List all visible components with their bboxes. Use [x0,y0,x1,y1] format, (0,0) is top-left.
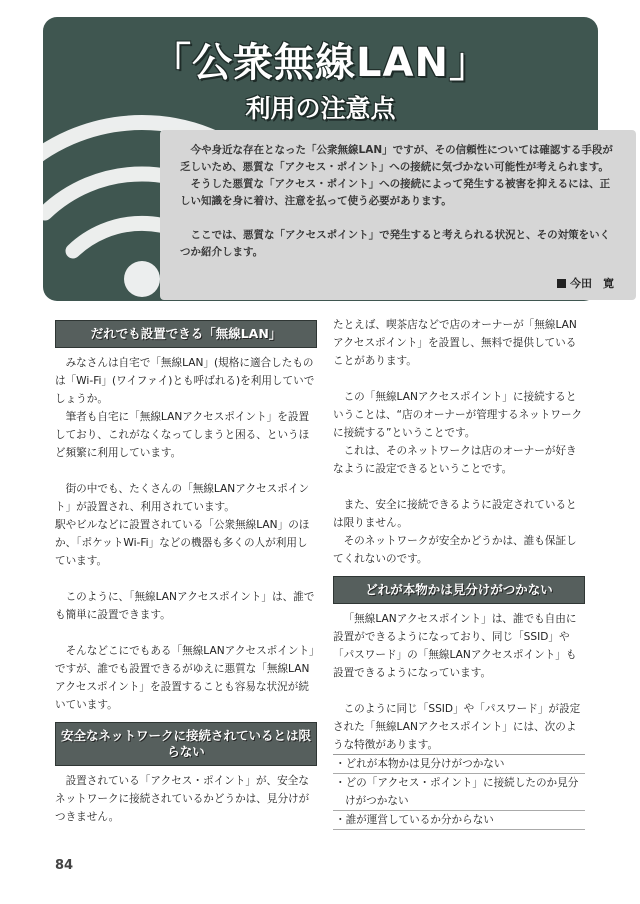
list-item: ・誰が運営しているか分からない [333,811,585,830]
body-paragraph: そんなどこにでもある「無線LANアクセスポイント」ですが、誰でも設置できるがゆえに悪質な「無線LANアクセスポイント」を設置することも容易な状況が続いています。 [55,645,315,711]
body-paragraph: また、安全に接続できるように設定されているとは限りません。 [333,499,577,529]
intro-paragraph: そうした悪質な「アクセス・ポイント」への接続によって発生する被害を抑えるには、正しい知識を身に着け、注意を払って使う必要があります。 [180,178,611,207]
body-paragraph: 設置されている「アクセス・ポイント」が、安全なネットワークに接続されているかどうかは、見分けがつきません。 [55,775,310,823]
right-column [333,316,585,830]
list-item: ・どれが本物かは見分けがつかない [333,755,585,774]
body-paragraph: このように同じ「SSID」や「パスワード」が設定された「無線LANアクセスポイント」には、次のような特徴があります。 [333,703,581,751]
body-paragraph: 駅やビルなどに設置されている「公衆無線LAN」のほか、「ポケットWi-Fi」などの機器も多くの人が利用しています。 [55,519,310,567]
feature-list [333,754,585,830]
section-heading: どれが本物かは見分けがつかない [333,576,585,604]
header-banner [43,17,614,301]
body-paragraph: 街の中でも、たくさんの「無線LANアクセスポイント」が設置され、利用されています。 [55,483,310,513]
page-title: 「公衆無線LAN」 [151,40,490,86]
page-number: 84 [55,858,74,873]
page-subtitle: 利用の注意点 [245,94,396,123]
list-item: ・どの「アクセス・ポイント」に接続したのか見分けがつかない [333,774,585,811]
section-heading: だれでも設置できる「無線LAN」 [55,320,317,348]
body-paragraph: この「無線LANアクセスポイント」に接続するということは、“店のオーナーが管理するネットワークに接続する”ということです。 [333,391,583,439]
body-paragraph: そのネットワークが安全かどうかは、誰も保証してくれないのです。 [333,535,577,565]
square-bullet-icon [557,279,566,288]
body-paragraph: 「無線LANアクセスポイント」は、誰でも自由に設置ができるようになっており、同じ「SSID」や「パスワード」の「無線LANアクセスポイント」も設置できるようになっています。 [333,613,577,679]
body-paragraph: 筆者も自宅に「無線LANアクセスポイント」を設置しており、これがなくなってしまうと困る、というほど頻繁に利用しています。 [55,411,310,459]
intro-paragraph: 今や身近な存在となった「公衆無線LAN」ですが、その信頼性については確認する手段が乏しいため、悪質な「アクセス・ポイント」への接続に気づかない可能性が考えられます。 [180,144,613,173]
author-credit [557,275,614,292]
body-paragraph: みなさんは自宅で「無線LAN」(規格に適合したものは「Wi-Fi」(ワイファイ)とも呼ばれる)を利用していでしょうか。 [55,357,315,405]
body-paragraph: これは、そのネットワークは店のオーナーが好きなように設定できるということです。 [333,445,577,475]
body-paragraph: たとえば、喫茶店などで店のオーナーが「無線LANアクセスポイント」を設置し、無料で提供していることがあります。 [333,319,577,367]
left-column [55,320,317,826]
intro-paragraph: ここでは、悪質な「アクセスポイント」で発生すると考えられる状況と、その対策をいくつか紹介します。 [180,229,611,258]
intro-box [160,130,636,300]
author-name: 今田 寛 [570,277,614,290]
body-paragraph: このように、「無線LANアクセスポイント」は、誰でも簡単に設置できます。 [55,591,315,621]
section-heading: 安全なネットワークに接続されているとは限らない [55,722,317,766]
